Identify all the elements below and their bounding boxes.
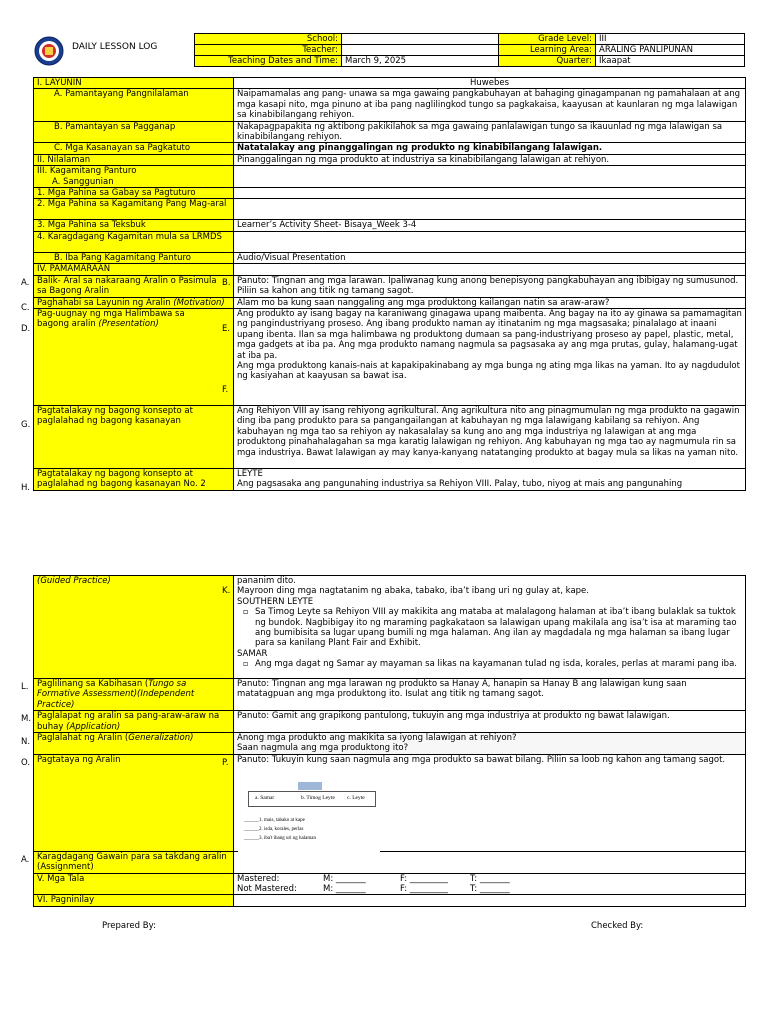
paglalapat-label-text: Paglalapat ng aralin sa pang-araw-araw na buhay	[37, 711, 220, 732]
grade-label: Grade Level:	[499, 34, 596, 45]
letter-b: B.	[222, 278, 231, 288]
pag-uugnay-text-2: Ang mga produktong kanais-nais at kapakipakinabang ay mga bunga ng ating mga likas na yaman. Ito ay nagdudulot ng kasiyahan at kaayusan sa bawat isa.	[237, 360, 740, 382]
kasanayan-label: C. Mga Kasanayan sa Pagkatuto	[34, 143, 234, 154]
letter-n: N.	[21, 737, 31, 747]
quarter-label: Quarter:	[499, 56, 596, 67]
ref3-text: Learner’s Activity Sheet- Bisaya_Week 3-4	[234, 220, 746, 231]
letter-o: O.	[21, 758, 31, 768]
pamantayang-label: A. Pamantayang Pangnilalaman	[34, 89, 234, 121]
dates-label: Teaching Dates and Time:	[195, 56, 342, 67]
prepared-by: Prepared By:	[102, 921, 156, 931]
checked-by: Checked By:	[591, 921, 644, 931]
mastered-m: M: _______	[323, 873, 366, 884]
mastered-label: Mastered:	[237, 873, 280, 884]
guided-line-1: pananim dito.	[237, 576, 296, 586]
not-mastered-t: T: _______	[470, 884, 510, 895]
samar-text: ▫ Ang mga dagat ng Samar ay mayaman sa likas na kayamanan tulad ng isda, korales, perlas at marami pang iba.	[255, 659, 742, 669]
paglilinang-label	[34, 679, 234, 711]
day-heading: Huwebes	[234, 78, 746, 89]
refb-label: B. Iba Pang Kagamitang Panturo	[34, 252, 234, 263]
letter-a2: A.	[21, 855, 30, 865]
paghahabi-label-text: Paghahabi sa Layunin ng Aralin	[37, 297, 171, 308]
kasanayan-text: Natatalakay ang pinanggalingan ng produkto ng kinabibilangang lalawigan.	[234, 143, 746, 154]
paghahabi-text: Alam mo ba kung saan nanggaling ang mga produktong kailangan natin sa araw-araw?	[234, 297, 746, 308]
paglalahat-text	[234, 733, 746, 755]
mga-tala-label: V. Mga Tala	[34, 873, 234, 895]
paglalapat-text: Panuto: Gamit ang grapikong pantulong, tukuyin ang mga industriya at produkto ng bawat lalawigan.	[234, 711, 746, 733]
letter-k: K.	[222, 586, 231, 596]
lesson-table-2	[33, 575, 746, 907]
pagganap-text: Nakapagpapakita ng aktibong pakikilahok sa mga gawaing panlalawigan tungo sa ikauunlad ng mga lalawigan sa kinabibilangang rehiyon.	[234, 121, 746, 143]
ref4-text	[234, 231, 746, 252]
pagtatalakay-label: Pagtatalakay ng bagong konsepto at paglalahad ng bagong kasanayan	[34, 405, 234, 468]
item-1: 1. mais, tabako at kape	[259, 818, 305, 823]
letter-h: H.	[21, 483, 30, 493]
choices-box	[248, 791, 376, 807]
guided-practice-label: (Guided Practice)	[34, 576, 234, 679]
paglilinang-label-italic: Tungo sa Formative Assessment)(Independent Practice)	[37, 679, 195, 710]
letter-d: D.	[21, 324, 31, 334]
ref2-label: 2. Mga Pahina sa Kagamitang Pang Mag-aral	[34, 199, 234, 220]
not-mastered-f: F: _________	[400, 884, 449, 895]
choice-c: c. Leyte	[347, 795, 365, 801]
letter-f: F.	[222, 385, 229, 395]
karagdagang-label: Karagdagang Gawain para sa takdang aralin (Assignment)	[34, 851, 234, 873]
lesson-table-1	[33, 77, 746, 491]
paglilinang-text: Panuto: Tingnan ang mga larawan ng produkto sa Hanay A, hanapin sa Hanay B ang lalawigan kung saan matatagpuan ang mga produktong ito. Isulat ang titik ng tamang sagot.	[234, 679, 746, 711]
school-label: School:	[195, 34, 342, 45]
ref3-label: 3. Mga Pahina sa Teksbuk	[34, 220, 234, 231]
southern-leyte-heading: SOUTHERN LEYTE	[237, 596, 314, 607]
pag-uugnay-text-1: Ang produkto ay isang bagay na karaniwang ginagawa upang maibenta. Ang bagay na ito ay ginawa sa pamamagitan ng pangindustriyang proseso. Ang ibang produkto naman ay itinatanim ng mga magsasaka; pinalalago at inaani upang ibenta. Ilan sa mga halimbawa ng produktong dumaan sa pang-industriyang proseso ay papel, plastic, metal, mga gadgets at iba pa. Ang mga produkto namang nagmula sa pagsasaka ay ang mga prutas, gulay, halamang-ugat at iba pa.	[237, 308, 742, 361]
pagtatalakay2-text	[234, 468, 746, 490]
sanggunian-title: A. Sanggunian	[52, 176, 114, 187]
deped-seal-icon	[34, 36, 64, 66]
letter-c: C.	[21, 303, 30, 313]
not-mastered-m: M: _______	[323, 884, 366, 895]
assessment-items: ______1. mais, tabako at kape ______2. isda, korales, perlas ______3. iba't ibang uri ng halaman	[244, 818, 316, 841]
letter-l: L.	[21, 682, 29, 692]
pamantayang-text: Naipamamalas ang pang- unawa sa mga gawaing pangkabuhayan at bahaging ginagampanan ng pamahalaan at ang mga kasapi nito, mga pinuno at iba pang naglilingkod tungo sa pagkakaisa, kaayusan at kaunlaran ng mga lalawigan sa kinabibilangang rehiyon.	[234, 89, 746, 121]
header-table	[194, 33, 745, 67]
dates-value: March 9, 2025	[342, 56, 499, 67]
leyte-text: Ang pagsasaka ang pangunahing industriya sa Rehiyon VIII. Palay, tubo, niyog at mais ang pangunahing	[237, 479, 683, 490]
mastered-t: T: _______	[470, 873, 510, 884]
letter-a: A.	[21, 278, 30, 288]
pamamaraan-text	[234, 264, 746, 275]
paghahabi-label	[34, 297, 234, 308]
kagamitan-title: III. Kagamitang Panturo	[37, 166, 137, 177]
ref1-text	[234, 188, 746, 199]
pagtataya-label: Pagtataya ng Aralin	[34, 754, 234, 851]
balik-aral-text: Panuto: Tingnan ang mga larawan. Ipaliwanag kung anong benepisyong pangkabuhayan ang ibibigay ng sumusunod. Piliin sa kahon ang titik ng tamang sagot.	[234, 275, 746, 297]
guided-practice-text	[234, 576, 746, 679]
pagtataya-text: Panuto: Tukuyin kung saan nagmula ang mga produkto sa bawat bilang. Piliin sa loob ng kahon ang tamang sagot.	[234, 754, 746, 851]
letter-g: G.	[21, 420, 31, 430]
balik-aral-label: Balik- Aral sa nakaraang Aralin o Pasimula sa Bagong Aralin	[34, 275, 234, 297]
paglalahat-label-italic: Generalization)	[128, 733, 194, 744]
kagamitan-label	[34, 166, 234, 188]
paglalahat-label	[34, 733, 234, 755]
grade-value: III	[596, 34, 745, 45]
quarter-value: Ikaapat	[596, 56, 745, 67]
layunin-heading: I. LAYUNIN	[34, 78, 234, 89]
pagtatalakay2-label: Pagtatalakay ng bagong konsepto at paglalahad ng bagong kasanayan No. 2	[34, 468, 234, 490]
teacher-value	[342, 45, 499, 56]
choice-b: b. Timog Leyte	[301, 795, 335, 801]
area-value: ARALING PANLIPUNAN	[596, 45, 745, 56]
paghahabi-label-italic: (Motivation)	[173, 297, 225, 308]
paglilinang-label-text: Paglilinang sa Kabihasan (	[37, 679, 149, 689]
southern-leyte-text: ▫ Sa Timog Leyte sa Rehiyon VIII ay makikita ang mataba at malalagong halaman at iba’t ibang bulaklak sa tuktok ng bundok. Nagbibigay ito ng maraming pagkakataon sa lalawigan upang makilala ang isa’t isa at maraming tao ang bumibisita sa lugar upang bumili ng mga halaman. Ang ilan ay magdadala ng mga halaman sa ibang lugar para sa kanilang Plant Fair and Exhibit.	[255, 607, 742, 649]
choice-a: a. Samar	[255, 795, 275, 801]
paglalahat-question-2: Saan nagmula ang mga produktong ito?	[237, 743, 409, 754]
pagninilay-label: VI. Pagninilay	[34, 895, 234, 906]
item-3: 3. iba't ibang uri ng halaman	[259, 836, 316, 841]
pagtatalakay-text: Ang Rehiyon VIII ay isang rehiyong agrikultural. Ang agrikultura nito ang pinagmumulan ng mga produkto na gagawin ding iba pang produkto para sa pangangailangan at kabuhayan ng mga lalawigang kabilang sa rehiyon. Ang kabuhayan ng mga tao sa rehiyon ay nakasalalay sa kung ano ang mga industriya ng lalawigan at ang mga produktong pinahahalagahan sa mga karatig lalawigan ng rehiyon. Ang kabuhayan ng mga tao ay nagmumula rin sa mga industriya. Bawat lalawigan ay may kanya-kanyang natatanging produkto at bagay mula sa likas na yaman nito.	[234, 405, 746, 468]
ref4-label: 4. Karagdagang Kagamitan mula sa LRMDS	[34, 231, 234, 252]
paglalahat-question-1: Anong mga produkto ang makikita sa iyong lalawigan at rehiyon?	[237, 733, 517, 744]
mga-tala-text	[234, 873, 746, 895]
document-title: DAILY LESSON LOG	[72, 42, 158, 52]
paglalahat-label-text: Paglalahat ng Aralin (	[37, 733, 129, 744]
letter-m: M.	[21, 714, 32, 724]
nilalaman-text: Pinanggalingan ng mga produkto at industriya sa kinabibilangang lalawigan at rehiyon.	[234, 154, 746, 165]
pagninilay-text	[234, 895, 746, 906]
school-value	[342, 34, 499, 45]
pag-uugnay-label	[34, 308, 234, 405]
figure-swatch	[298, 782, 322, 790]
letter-p: P.	[222, 758, 229, 768]
nilalaman-label: II. Nilalaman	[34, 154, 234, 165]
assessment-figure	[238, 780, 380, 856]
pag-uugnay-text	[234, 308, 746, 405]
kagamitan-text	[234, 166, 746, 188]
item-2: 2. isda, korales, perlas	[259, 827, 304, 832]
pag-uugnay-label-text: Pag-uugnay ng mga Halimbawa sa bagong aralin	[37, 308, 185, 330]
letter-e: E.	[222, 324, 231, 334]
pag-uugnay-label-italic: (Presentation)	[98, 319, 159, 330]
leyte-heading: LEYTE	[237, 468, 263, 479]
area-label: Learning Area:	[499, 45, 596, 56]
guided-line-2: Mayroon ding mga nagtatanim ng abaka, tabako, iba’t ibang uri ng gulay at, kape.	[237, 586, 589, 597]
pagganap-label: B. Pamantayan sa Pagganap	[34, 121, 234, 143]
paglalapat-label-italic: (Application)	[66, 721, 121, 732]
mastered-f: F: _________	[400, 873, 449, 884]
pamamaraan-label: IV. PAMAMARAAN	[34, 264, 234, 275]
refb-text: Audio/Visual Presentation	[234, 252, 746, 263]
paglalapat-label	[34, 711, 234, 733]
teacher-label: Teacher:	[195, 45, 342, 56]
samar-heading: SAMAR	[237, 648, 268, 659]
ref1-label: 1. Mga Pahina sa Gabay sa Pagtuturo	[34, 188, 234, 199]
not-mastered-label: Not Mastered:	[237, 884, 297, 895]
ref2-text	[234, 199, 746, 220]
